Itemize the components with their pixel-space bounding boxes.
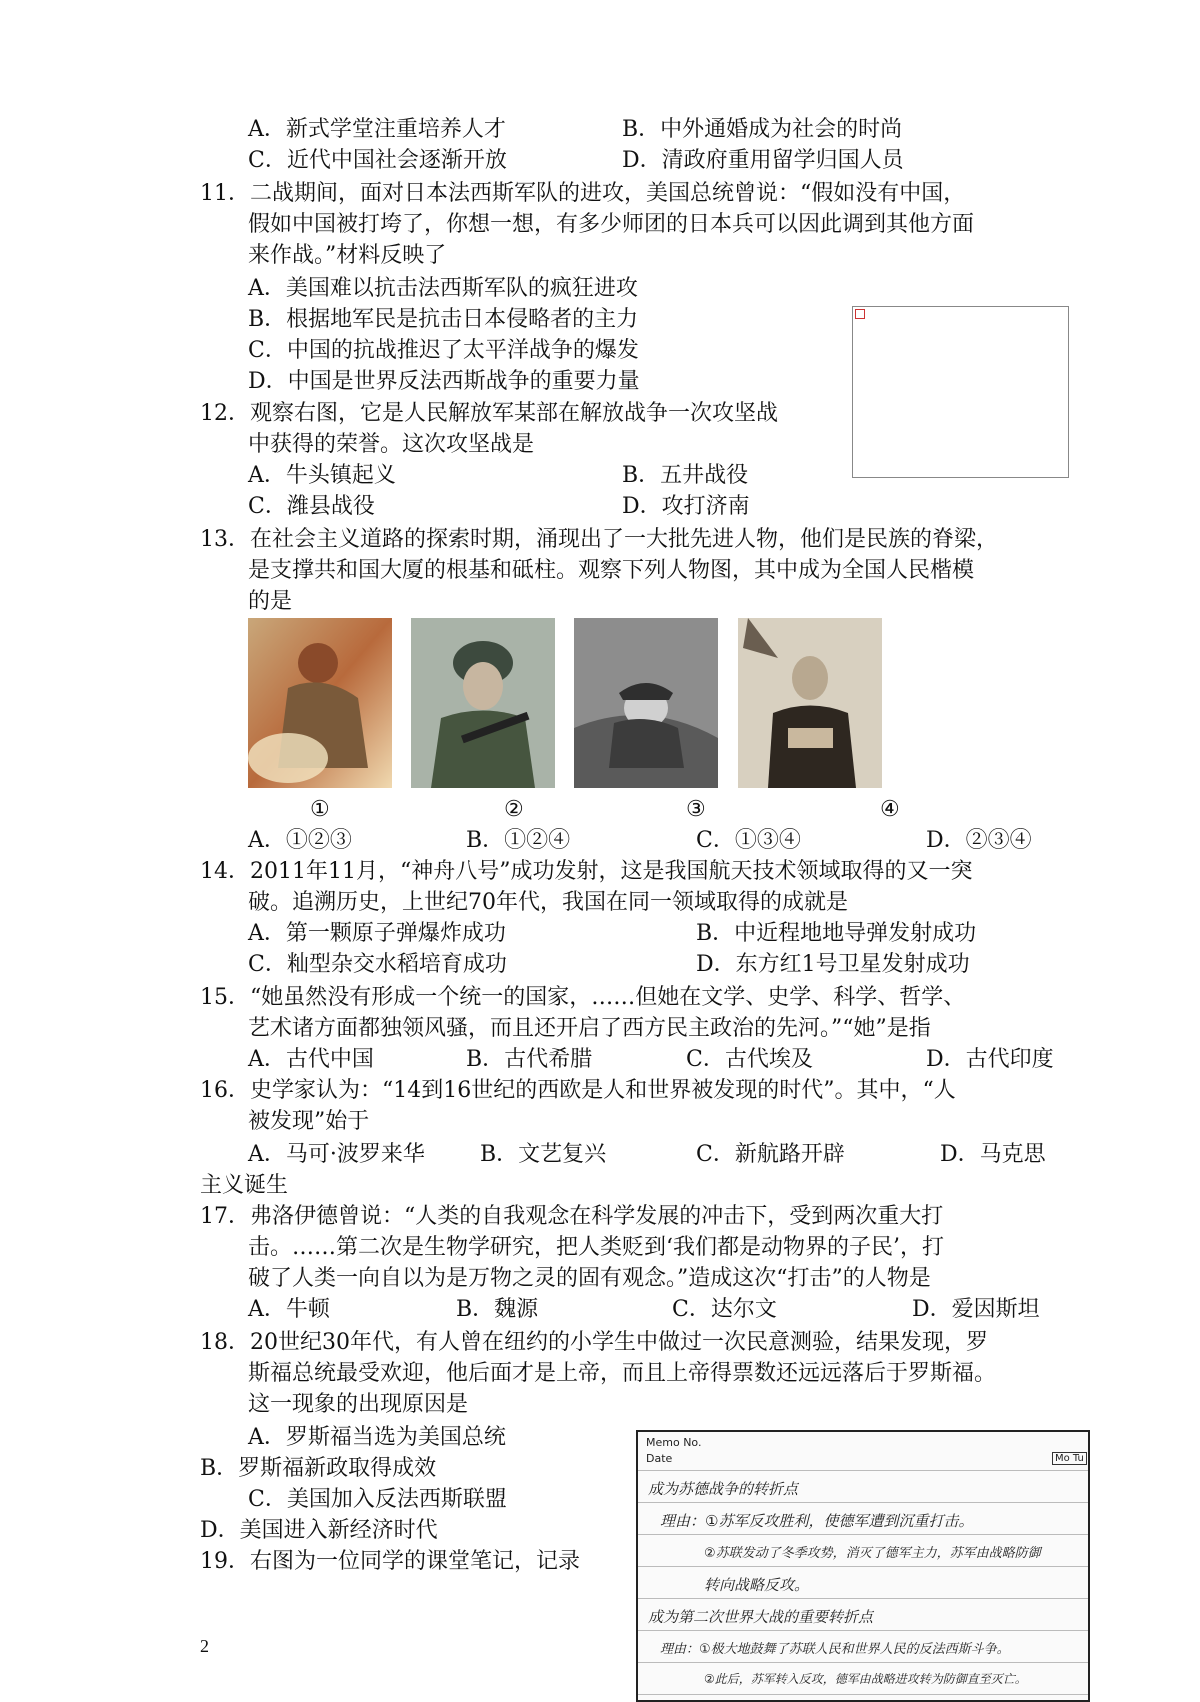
q11-stem-line-1: 11．二战期间，面对日本法西斯军队的进攻，美国总统曾说：“假如没有中国， bbox=[200, 181, 966, 206]
notes-memo-label: Memo No. bbox=[646, 1436, 702, 1449]
page-number: 2 bbox=[200, 1636, 209, 1656]
q14-option-d: D．东方红1号卫星发射成功 bbox=[696, 952, 970, 977]
q17-stem-line-1: 17．弗洛伊德曾说：“人类的自我观念在科学发展的冲击下，受到两次重大打 bbox=[200, 1204, 944, 1229]
notes-reason-2: ②苏联发动了冬季攻势，消灭了德军主力，苏军由战略防御 bbox=[704, 1546, 1041, 1561]
q17-option-c: C．达尔文 bbox=[672, 1297, 777, 1322]
q14-stem-line-2: 破。追溯历史，上世纪70年代，我国在同一领域取得的成就是 bbox=[248, 890, 848, 915]
q15-option-d: D．古代印度 bbox=[926, 1047, 1054, 1072]
notes-day-tag: Mo Tu bbox=[1052, 1452, 1087, 1465]
q18-stem-line-2: 斯福总统最受欢迎，他后面才是上帝，而且上帝得票数还远远落后于罗斯福。 bbox=[248, 1361, 997, 1386]
q13-option-d: D．②③④ bbox=[926, 828, 1032, 853]
portrait-photo-2 bbox=[411, 618, 555, 788]
portrait-photo-1 bbox=[248, 618, 392, 788]
q16-stem-line-1: 16．史学家认为：“14到16世纪的西欧是人和世界被发现的时代”。其中，“人 bbox=[200, 1078, 956, 1103]
photo-caption-1: ① bbox=[310, 797, 330, 822]
q18-stem-line-1: 18．20世纪30年代，有人曾在纽约的小学生中做过一次民意测验，结果发现，罗 bbox=[200, 1330, 988, 1355]
q16-option-a: A．马可·波罗来华 bbox=[248, 1142, 425, 1167]
q11-option-a: A．美国难以抗击法西斯军队的疯狂进攻 bbox=[248, 276, 638, 301]
q17-option-b: B．魏源 bbox=[456, 1297, 539, 1322]
q17-stem-line-2: 击。……第二次是生物学研究，把人类贬到‘我们都是动物界的子民’，打 bbox=[248, 1235, 944, 1260]
q12-option-c: C．潍县战役 bbox=[248, 494, 375, 519]
q11-option-b: B．根据地军民是抗击日本侵略者的主力 bbox=[248, 307, 639, 332]
notes-reason-3: 转向战略反攻。 bbox=[704, 1576, 810, 1594]
notes-heading-2: 成为第二次世界大战的重要转折点 bbox=[648, 1608, 874, 1626]
q18-option-d: D．美国进入新经济时代 bbox=[200, 1518, 438, 1543]
q10-option-b: B．中外通婚成为社会的时尚 bbox=[622, 117, 903, 142]
q16-option-b: B．文艺复兴 bbox=[480, 1142, 607, 1167]
q14-stem-line-1: 14．2011年11月，“神舟八号”成功发射，这是我国航天技术领域取得的又一突 bbox=[200, 859, 973, 884]
q15-stem-line-2: 艺术诸方面都独领风骚，而且还开启了西方民主政治的先河。”“她”是指 bbox=[248, 1016, 931, 1041]
photo-caption-2: ② bbox=[504, 797, 524, 822]
q13-stem-line-3: 的是 bbox=[248, 589, 293, 614]
photo-caption-4: ④ bbox=[880, 797, 900, 822]
q12-option-d: D．攻打济南 bbox=[622, 494, 750, 519]
q18-option-c: C．美国加入反法西斯联盟 bbox=[248, 1487, 507, 1512]
q18-stem-line-3: 这一现象的出现原因是 bbox=[248, 1392, 469, 1417]
q13-option-c: C．①③④ bbox=[696, 828, 801, 853]
notes-reason-4: 理由：①极大地鼓舞了苏联人民和世界人民的反法西斯斗争。 bbox=[660, 1642, 1010, 1657]
q13-stem-line-2: 是支撑共和国大厦的根基和砥柱。观察下列人物图，其中成为全国人民楷模 bbox=[248, 558, 975, 583]
q13-option-b: B．①②④ bbox=[466, 828, 571, 853]
q17-option-d: D．爱因斯坦 bbox=[912, 1297, 1040, 1322]
q15-option-c: C．古代埃及 bbox=[686, 1047, 813, 1072]
q13-stem-line-1: 13．在社会主义道路的探索时期，涌现出了一大批先进人物，他们是民族的脊梁， bbox=[200, 527, 998, 552]
q15-stem-line-1: 15．“她虽然没有形成一个统一的国家，……但她在文学、史学、科学、哲学、 bbox=[200, 985, 966, 1010]
q11-stem-line-2: 假如中国被打垮了，你想一想，有多少师团的日本兵可以因此调到其他方面 bbox=[248, 212, 975, 237]
q11-option-d: D．中国是世界反法西斯战争的重要力量 bbox=[248, 369, 640, 394]
q10-option-d: D．清政府重用留学归国人员 bbox=[622, 148, 904, 173]
q11-option-c: C．中国的抗战推迟了太平洋战争的爆发 bbox=[248, 338, 639, 363]
q16-option-d: D．马克思 bbox=[940, 1142, 1046, 1167]
honor-banner-image bbox=[852, 306, 1069, 478]
notes-heading-1: 成为苏德战争的转折点 bbox=[648, 1480, 799, 1498]
q12-option-b: B．五井战役 bbox=[622, 463, 749, 488]
q16-stem-line-2: 被发现”始于 bbox=[248, 1109, 370, 1134]
q14-option-a: A．第一颗原子弹爆炸成功 bbox=[248, 921, 506, 946]
q16-option-d-continued: 主义诞生 bbox=[200, 1173, 289, 1198]
q18-option-a: A．罗斯福当选为美国总统 bbox=[248, 1425, 506, 1450]
q17-stem-line-3: 破了人类一向自以为是万物之灵的固有观念。”造成这次“打击”的人物是 bbox=[248, 1266, 931, 1291]
q14-option-b: B．中近程地地导弹发射成功 bbox=[696, 921, 977, 946]
q14-option-c: C．籼型杂交水稻培育成功 bbox=[248, 952, 507, 977]
q19-stem-line-1: 19．右图为一位同学的课堂笔记，记录 bbox=[200, 1549, 580, 1574]
q11-stem-line-3: 来作战。”材料反映了 bbox=[248, 243, 447, 268]
q10-option-a: A．新式学堂注重培养人才 bbox=[248, 117, 506, 142]
q10-option-c: C．近代中国社会逐渐开放 bbox=[248, 148, 507, 173]
q15-option-b: B．古代希腊 bbox=[466, 1047, 593, 1072]
broken-image-icon bbox=[855, 309, 865, 319]
photo-caption-3: ③ bbox=[686, 797, 706, 822]
q13-option-a: A．①②③ bbox=[248, 828, 352, 853]
portrait-photo-4 bbox=[738, 618, 882, 788]
portrait-photo-3 bbox=[574, 618, 718, 788]
notes-date-label: Date bbox=[646, 1452, 673, 1465]
q16-option-c: C．新航路开辟 bbox=[696, 1142, 845, 1167]
q12-stem-line-1: 12．观察右图，它是人民解放军某部在解放战争一次攻坚战 bbox=[200, 401, 778, 426]
handwritten-notes-image bbox=[636, 1430, 1090, 1702]
notes-reason-1: 理由：①苏军反攻胜利，使德军遭到沉重打击。 bbox=[660, 1512, 974, 1530]
q15-option-a: A．古代中国 bbox=[248, 1047, 374, 1072]
q17-option-a: A．牛顿 bbox=[248, 1297, 330, 1322]
notes-reason-5: ②此后，苏军转入反攻，德军由战略进攻转为防御直至灭亡。 bbox=[704, 1672, 1027, 1686]
q18-option-b: B．罗斯福新政取得成效 bbox=[200, 1456, 437, 1481]
q12-option-a: A．牛头镇起义 bbox=[248, 463, 396, 488]
q12-stem-line-2: 中获得的荣誉。这次攻坚战是 bbox=[248, 432, 535, 457]
